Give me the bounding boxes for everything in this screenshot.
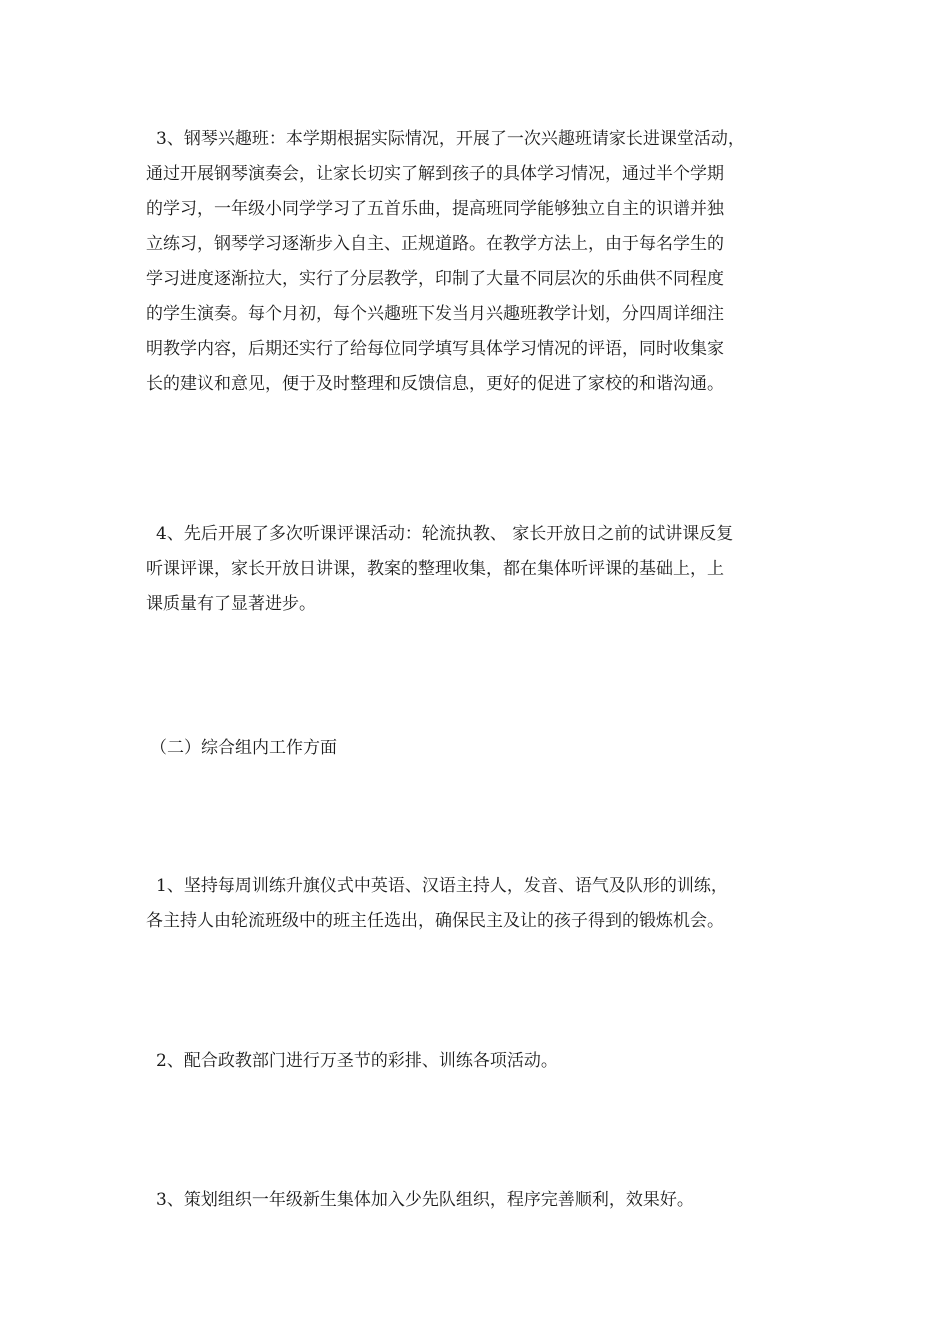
text-line: 的学习，一年级小同学学习了五首乐曲，提高班同学能够独立自主的识谱并独 <box>146 199 724 219</box>
text-line: 课质量有了显著进步。 <box>146 594 316 614</box>
section-heading-text: （二）综合组内工作方面 <box>150 738 337 758</box>
text-line: 3、策划组织一年级新生集体加入少先队组织，程序完善顺利，效果好。 <box>156 1190 694 1210</box>
text-line: 立练习，钢琴学习逐渐步入自主、正规道路。在教学方法上，由于每名学生的 <box>146 234 724 254</box>
text-line: 听课评课，家长开放日讲课，教案的整理收集，都在集体听评课的基础上，上 <box>146 559 724 579</box>
text-line: 各主持人由轮流班级中的班主任选出，确保民主及让的孩子得到的锻炼机会。 <box>146 911 724 931</box>
text-line: 2、配合政教部门进行万圣节的彩排、训练各项活动。 <box>156 1051 558 1071</box>
text-line: 明教学内容，后期还实行了给每位同学填写具体学习情况的评语，同时收集家 <box>146 339 724 359</box>
text-line: 1、坚持每周训练升旗仪式中英语、汉语主持人，发音、语气及队形的训练， <box>156 876 728 896</box>
text-line: 通过开展钢琴演奏会，让家长切实了解到孩子的具体学习情况，通过半个学期 <box>146 164 724 184</box>
text-line: 3、钢琴兴趣班：本学期根据实际情况，开展了一次兴趣班请家长进课堂活动， <box>156 129 745 149</box>
text-line: 的学生演奏。每个月初，每个兴趣班下发当月兴趣班教学计划，分四周详细注 <box>146 304 724 324</box>
section-heading <box>150 731 816 766</box>
text-line: 长的建议和意见，便于及时整理和反馈信息，更好的促进了家校的和谐沟通。 <box>146 374 724 394</box>
paragraph-item-3 <box>146 1183 812 1218</box>
paragraph-piano-interest-class <box>146 122 812 402</box>
text-line: 学习进度逐渐拉大，实行了分层教学，印制了大量不同层次的乐曲供不同程度 <box>146 269 724 289</box>
paragraph-item-1 <box>146 869 812 939</box>
paragraph-item-2 <box>146 1044 812 1079</box>
text-line: 4、先后开展了多次听课评课活动：轮流执教、 家长开放日之前的试讲课反复 <box>156 524 734 544</box>
paragraph-lesson-evaluation <box>146 517 812 622</box>
